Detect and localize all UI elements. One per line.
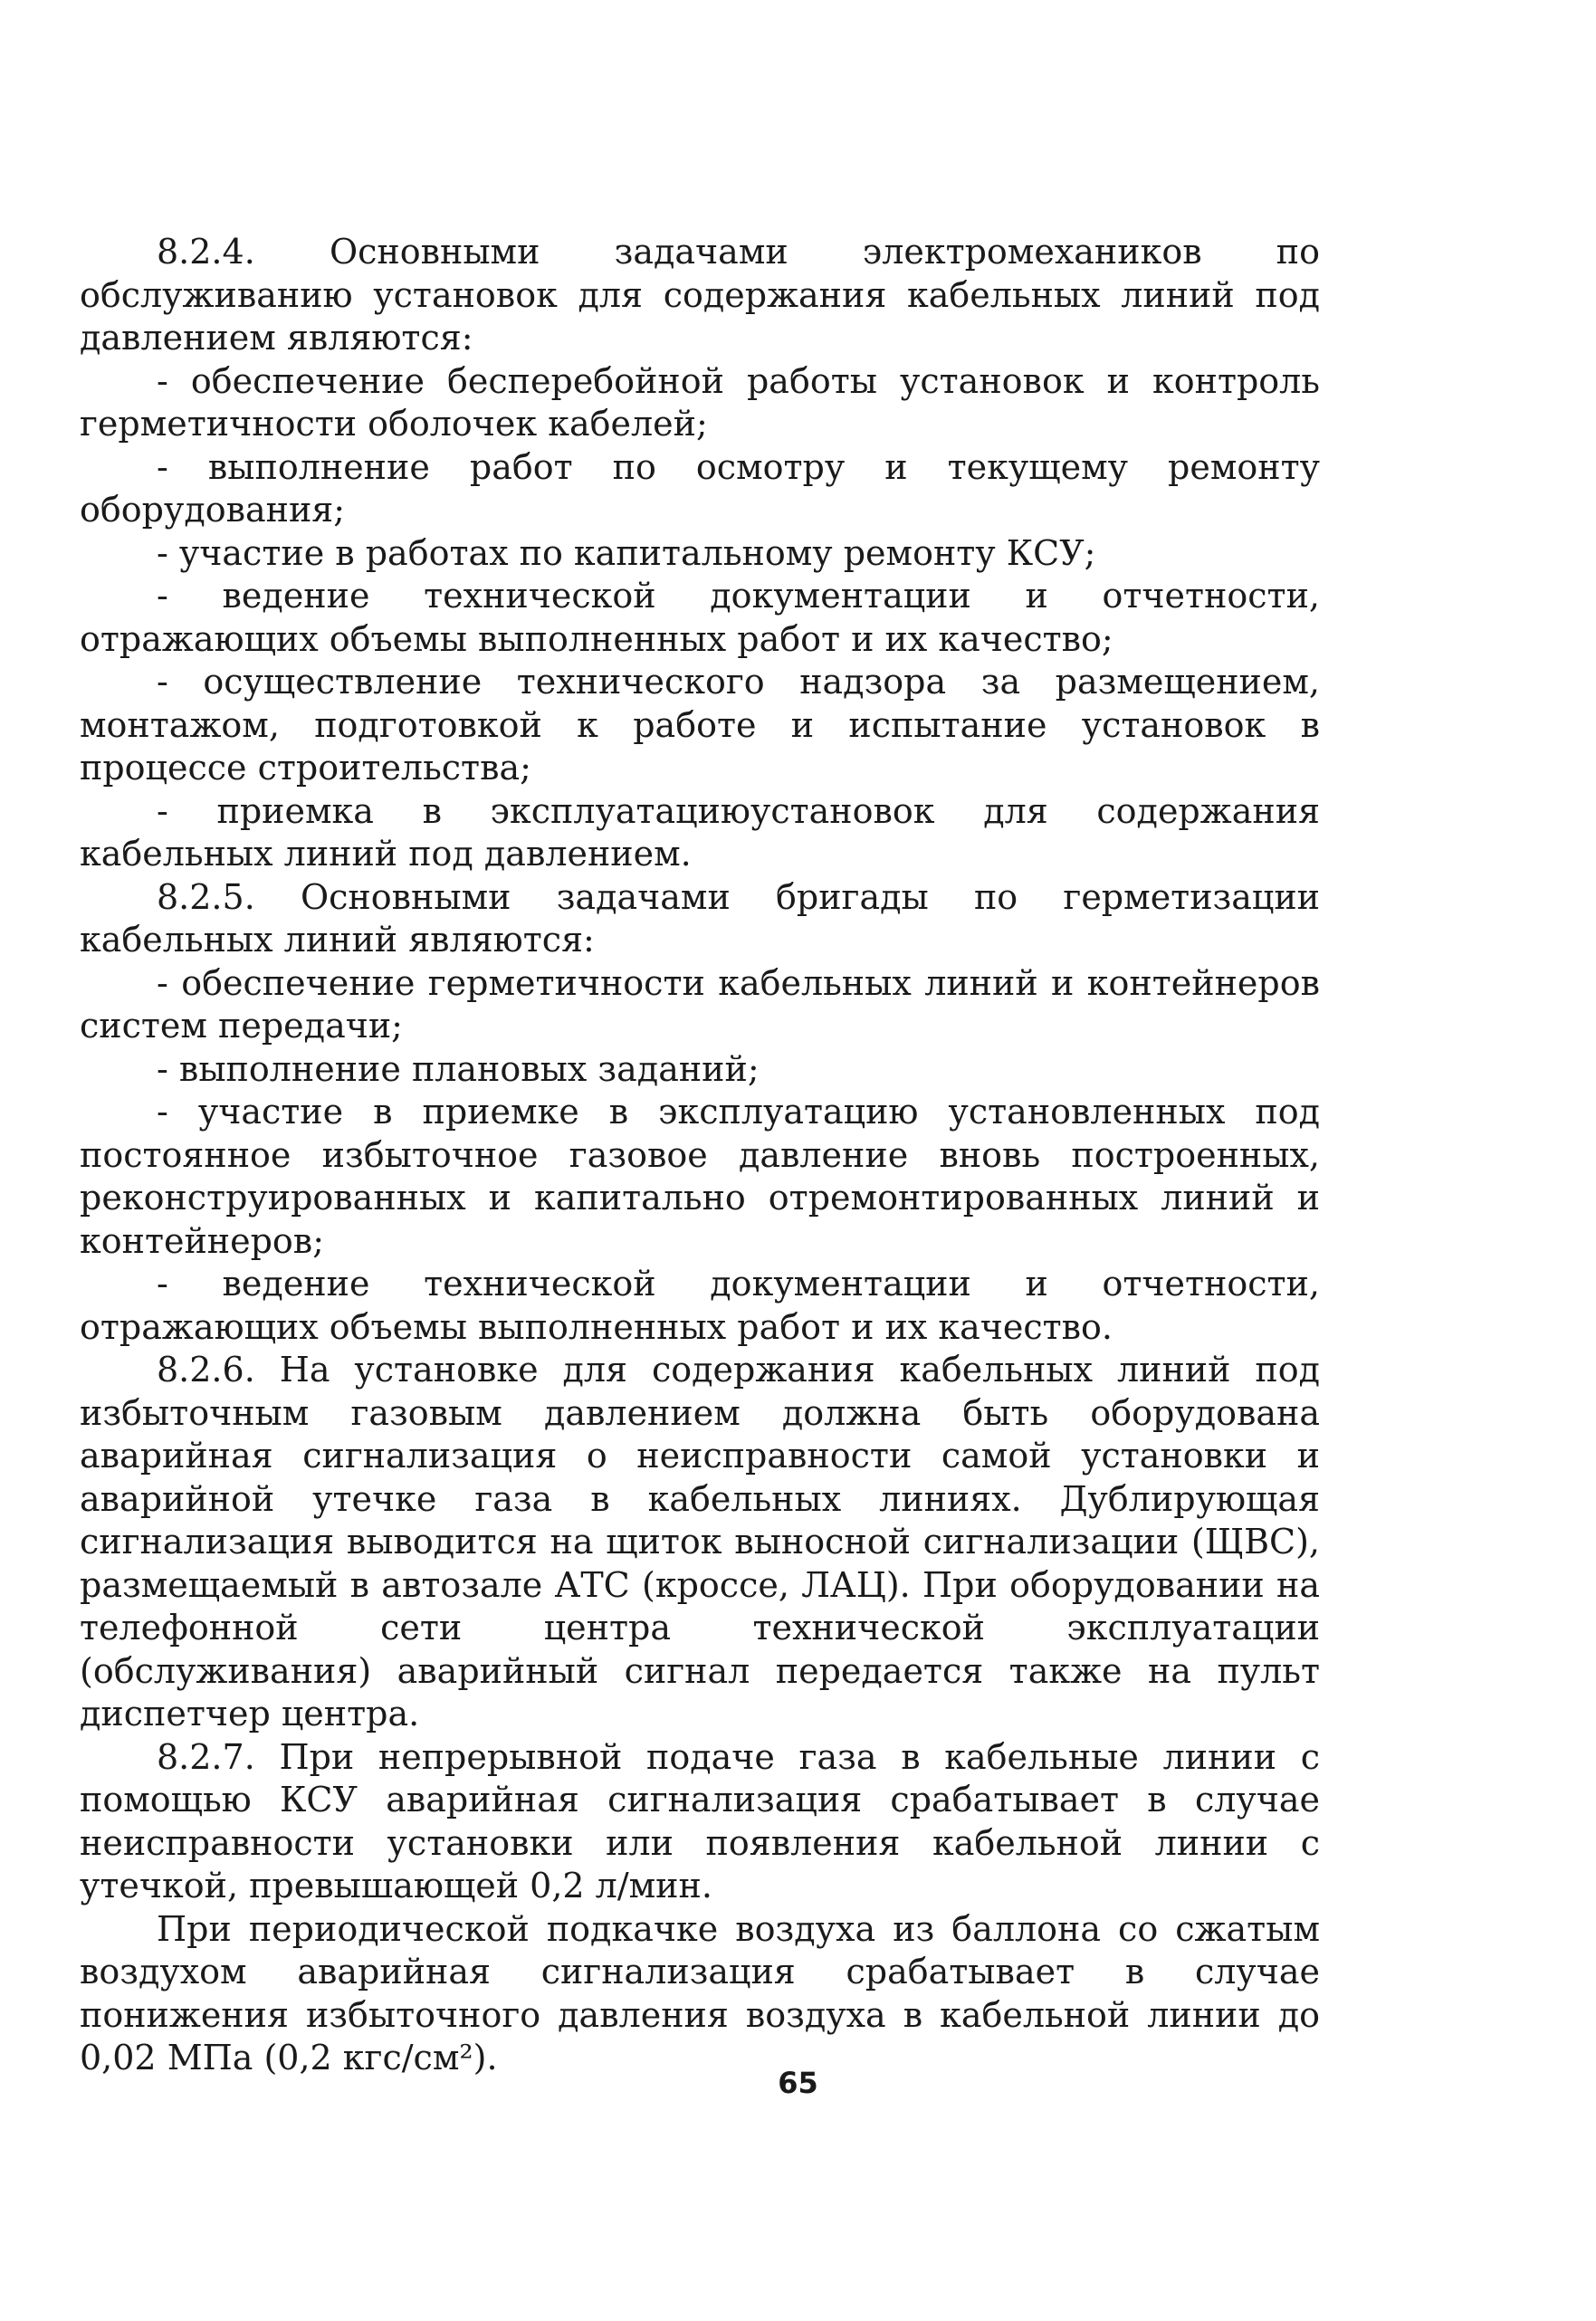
list-item: - обеспечение герметичности кабельных линий и контейнеров систем передачи; (80, 962, 1320, 1046)
document-body (80, 231, 1320, 2080)
paragraph-8-2-6: 8.2.6. На установке для содержания кабельных линий под избыточным газовым давлением должна быть оборудована аварийная сигнализация о неисправности самой установки и аварийной утечке газа в кабельных линиях. Дублирующая сигнализация выводится на щиток выносной сигнализации (ЩВС), размещаемый в автозале АТС (кроссе, ЛАЦ). При оборудовании на телефонной сети центра технической эксплуатации (обслуживания) аварийный сигнал передается также на пульт диспетчер центра. (80, 1350, 1320, 1734)
list-item: - ведение технической документации и отчетности, отражающих объемы выполненных работ и их качество; (80, 576, 1320, 659)
list-item: - обеспечение бесперебойной работы установок и контроль герметичности оболочек кабелей; (80, 360, 1320, 444)
paragraph-8-2-7: 8.2.7. При непрерывной подаче газа в кабельные линии с помощью КСУ аварийная сигнализация срабатывает в случае неисправности установки или появления кабельной линии с утечкой, превышающей 0,2 л/мин. (80, 1736, 1320, 1906)
list-item: - участие в работах по капитальному ремонту КСУ; (157, 532, 1096, 573)
paragraph-periodic-pumping: При периодической подкачке воздуха из баллона со сжатым воздухом аварийная сигнализация срабатывает в случае понижения избыточного давления воздуха в кабельной линии до 0,02 МПа (0,2 кгс/см²). (80, 1908, 1320, 2077)
paragraph-8-2-4: 8.2.4. Основными задачами электромехаников по обслуживанию установок для содержания кабельных линий под давлением являются: (80, 232, 1320, 358)
page-number: 65 (778, 2066, 818, 2100)
list-item: - осуществление технического надзора за размещением, монтажом, подготовкой к работе и испытание установок в процессе строительства; (80, 662, 1320, 788)
paragraph-8-2-5: 8.2.5. Основными задачами бригады по герметизации кабельных линий являются: (80, 876, 1320, 960)
list-item: - приемка в эксплуатациюустановок для содержания кабельных линий под давлением. (80, 790, 1320, 874)
list-item: - ведение технической документации и отчетности, отражающих объемы выполненных работ и их качество. (80, 1264, 1320, 1347)
list-item: - участие в приемке в эксплуатацию установленных под постоянное избыточное газовое давление вновь построенных, реконструированных и капитально отремонтированных линий и контейнеров; (80, 1092, 1320, 1261)
list-item: - выполнение работ по осмотру и текущему ремонту оборудования; (80, 446, 1320, 530)
list-item: - выполнение плановых заданий; (157, 1048, 760, 1089)
